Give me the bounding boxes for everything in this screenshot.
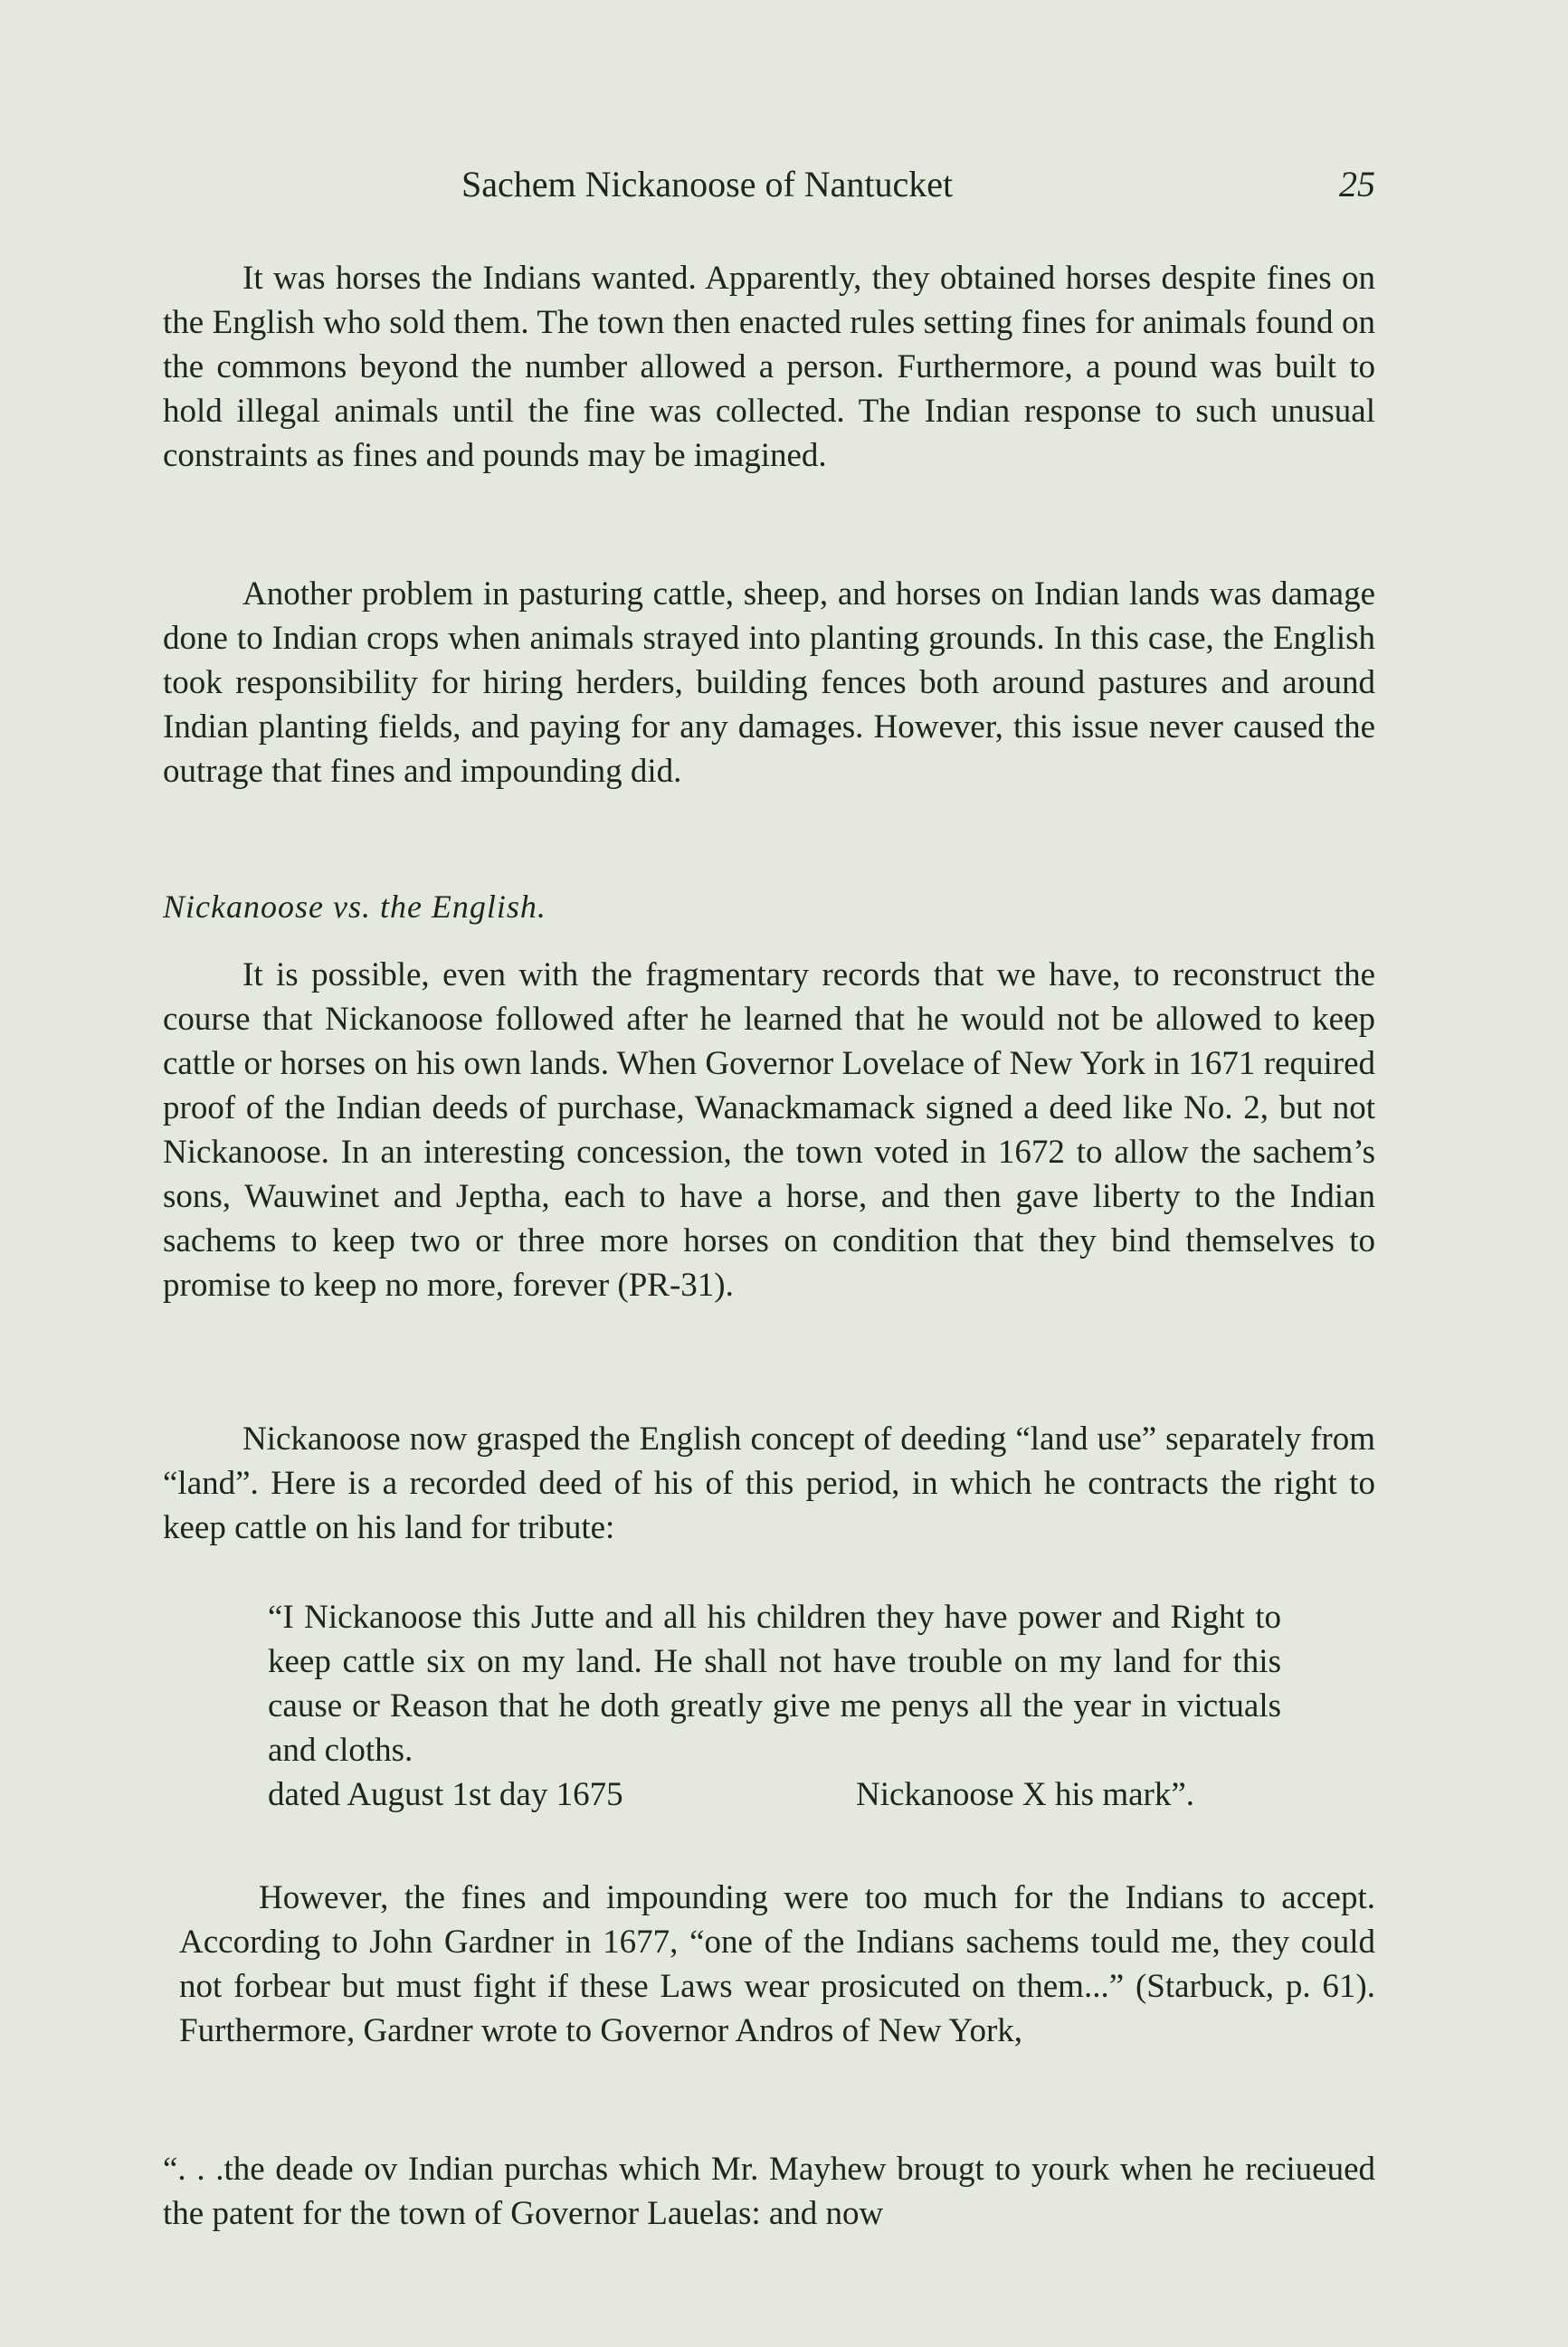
header-title: Sachem Nickanoose of Nantucket: [461, 164, 954, 204]
paragraph-fines: However, the fines and impounding were too much for the Indians to accept. According to John Gardner in 1677, “one of the Indians sachems tould me, they could not forbear but must fight if these Laws wear prosicuted on them...” (Starbuck, p. 61). Furthermore, Gardner wrote to Governor Andros of New York,: [179, 1879, 1375, 2049]
page-number: 25: [1339, 164, 1375, 204]
deed-quote: “I Nickanoose this Jutte and all his children they have power and Right to keep cattle six on my land. He shall not have trouble on my land for this cause or Reason that he doth greatly give me penys all the year in victuals and cloths.: [268, 1599, 1281, 1769]
deed-date: dated August 1st day 1675: [268, 1776, 623, 1813]
paragraph-gardner-quote: “. . .the deade ov Indian purchas which Mr. Mayhew brougt to yourk when he reciueued the patent for the town of Governor Lauelas: and now: [163, 2151, 1375, 2232]
section-heading: Nickanoose vs. the English.: [163, 888, 546, 925]
running-header: [163, 163, 1375, 217]
paragraph-crops: Another problem in pasturing cattle, sheep, and horses on Indian lands was damage done to Indian crops when animals strayed into planting grounds. In this case, the English took responsibility for hiring herders, building fences both around pastures and around Indian planting fields, and paying for any damages. However, this issue never caused the outrage that fines and impounding did.: [163, 575, 1375, 790]
paragraph-horses: It was horses the Indians wanted. Apparently, they obtained horses despite fines on the English who sold them. The town then enacted rules setting fines for animals found on the commons beyond the number allowed a person. Furthermore, a pound was built to hold illegal animals until the fine was collected. The Indian response to such unusual constraints as fines and pounds may be imagined.: [163, 260, 1375, 474]
deed-signature: Nickanoose X his mark”.: [856, 1776, 1195, 1813]
paragraph-land-use: Nickanoose now grasped the English concept of deeding “land use” separately from “land”. Here is a recorded deed of his of this period, in which he contracts the right to keep cattle on his land for tribute:: [163, 1421, 1375, 1546]
paragraph-reconstruct: It is possible, even with the fragmentary records that we have, to reconstruct the course that Nickanoose followed after he learned that he would not be allowed to keep cattle or horses on his own lands. When Governor Lovelace of New York in 1671 required proof of the Indian deeds of purchase, Wanackmamack signed a deed like No. 2, but not Nickanoose. In an interesting concession, the town voted in 1672 to allow the sachem’s sons, Wauwinet and Jeptha, each to have a horse, and then gave liberty to the Indian sachems to keep two or three more horses on condition that they bind themselves to promise to keep no more, forever (PR-31).: [163, 956, 1375, 1304]
